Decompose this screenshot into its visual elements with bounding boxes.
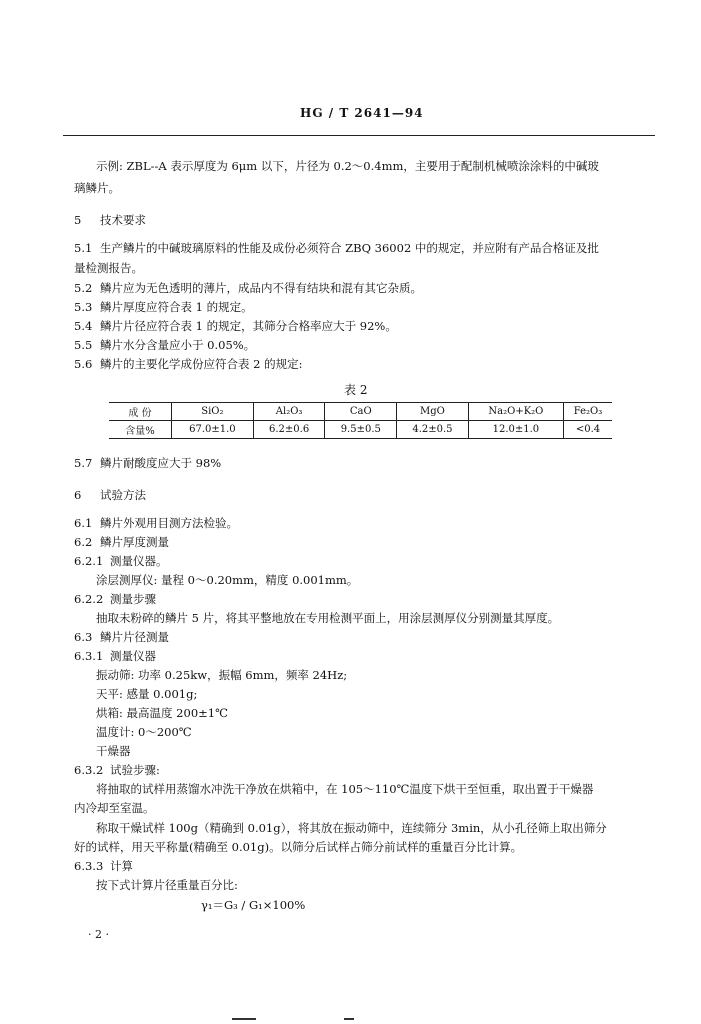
clause-text: 测量仪器。	[110, 554, 168, 568]
instrument-item: 温度计: 0～200℃	[96, 725, 192, 739]
procedure-line: 内冷却至室温。	[74, 801, 155, 815]
clause-number: 5.4	[74, 319, 93, 333]
clause-5-6	[74, 356, 303, 372]
scan-mark	[232, 1018, 256, 1020]
clause-number: 5.1	[74, 241, 93, 255]
clause-text: 鳞片耐酸度应大于 98%	[100, 456, 222, 470]
table-header-cell: 成 份	[109, 403, 172, 421]
clause-text: 鳞片外观用目测方法检验。	[100, 516, 238, 530]
clause-text: 试验步骤:	[110, 763, 160, 777]
procedure-line: 好的试样，用天平称量(精确至 0.01g)。以筛分后试样占筛分前试样的重量百分比计算。	[74, 840, 523, 854]
clause-5-3	[74, 299, 253, 315]
section-number: 6	[74, 488, 82, 502]
clause-number: 6.1	[74, 516, 93, 530]
table-2-caption: 表 2	[344, 383, 368, 397]
clause-6-3-2	[74, 762, 160, 778]
table-header-cell: Fe₂O₃	[564, 403, 613, 421]
table-cell: 9.5±0.5	[325, 421, 397, 439]
instrument-item: 振动筛: 功率 0.25kw，振幅 6mm，频率 24Hz;	[96, 668, 348, 682]
table-cell: 6.2±0.6	[253, 421, 325, 439]
clause-6-3-3-detail: 按下式计算片径重量百分比:	[96, 878, 238, 892]
clause-5-5	[74, 337, 255, 353]
table-row	[109, 421, 612, 439]
clause-6-1	[74, 515, 238, 531]
scan-mark	[344, 1018, 354, 1020]
instrument-item: 天平: 感量 0.001g;	[96, 687, 198, 701]
table-cell: 含量%	[109, 421, 172, 439]
clause-6-3-3	[74, 858, 133, 874]
clause-6-2-2-detail: 抽取未粉碎的鳞片 5 片，将其平整地放在专用检测平面上，用涂层测厚仪分别测量其厚度。	[96, 611, 560, 625]
clause-number: 5.5	[74, 338, 93, 352]
clause-number: 6.3	[74, 630, 93, 644]
table-cell: 67.0±1.0	[172, 421, 254, 439]
clause-5-4	[74, 318, 397, 334]
clause-text: 计算	[110, 859, 133, 873]
clause-number: 6.3.2	[74, 763, 104, 777]
section-title: 试验方法	[100, 488, 146, 502]
example-line-2: 璃鳞片。	[74, 181, 120, 195]
clause-text: 鳞片厚度应符合表 1 的规定。	[100, 300, 253, 314]
table-header-cell: SiO₂	[172, 403, 254, 421]
clause-number: 5.6	[74, 357, 93, 371]
clause-6-2-1-detail: 涂层测厚仪: 量程 0～0.20mm，精度 0.001mm。	[96, 573, 359, 587]
clause-5-7	[74, 455, 221, 471]
table-cell: <0.4	[564, 421, 613, 439]
section-6-heading	[74, 487, 146, 503]
clause-text: 鳞片的主要化学成份应符合表 2 的规定:	[100, 357, 303, 371]
clause-text: 鳞片片径应符合表 1 的规定，其筛分合格率应大于 92%。	[100, 319, 397, 333]
section-title: 技术要求	[100, 213, 146, 227]
procedure-line: 称取干燥试样 100g（精确到 0.01g），将其放在振动筛中，连续筛分 3min，从小孔径筛上取出筛分	[96, 821, 607, 835]
clause-5-1-cont: 量检测报告。	[74, 261, 143, 275]
example-line-1: 示例: ZBL--A 表示厚度为 6μm 以下，片径为 0.2～0.4mm，主要用于配制机械喷涂涂料的中碱玻	[96, 159, 599, 173]
clause-6-2-2	[74, 591, 156, 607]
procedure-line: 将抽取的试样用蒸馏水冲洗干净放在烘箱中，在 105～110℃温度下烘干至恒重，取出置于干燥器	[96, 782, 594, 796]
clause-text: 测量仪器	[110, 649, 156, 663]
clause-text: 鳞片片径测量	[100, 630, 169, 644]
formula: γ₁＝G₃ / G₁×100%	[201, 898, 306, 912]
table-header-cell: Al₂O₃	[253, 403, 325, 421]
clause-number: 6.3.1	[74, 649, 104, 663]
table-cell: 4.2±0.5	[397, 421, 469, 439]
clause-text: 鳞片应为无色透明的薄片，成品内不得有结块和混有其它杂质。	[100, 281, 422, 295]
table-header-cell: MgO	[397, 403, 469, 421]
clause-number: 5.7	[74, 456, 93, 470]
clause-text: 鳞片水分含量应小于 0.05%。	[100, 338, 256, 352]
header-rule	[63, 135, 655, 136]
section-number: 5	[74, 213, 82, 227]
clause-number: 6.2.1	[74, 554, 104, 568]
clause-text: 鳞片厚度测量	[100, 535, 169, 549]
page-number: · 2 ·	[88, 928, 109, 941]
instrument-item: 烘箱: 最高温度 200±1℃	[96, 706, 228, 720]
standard-code: HG / T 2641—94	[300, 106, 424, 120]
clause-number: 6.2.2	[74, 592, 104, 606]
clause-text: 生产鳞片的中碱玻璃原料的性能及成份必须符合 ZBQ 36002 中的规定，并应附有产品合格证及批	[100, 241, 599, 255]
clause-number: 5.2	[74, 281, 93, 295]
clause-6-3-1	[74, 648, 156, 664]
clause-6-3	[74, 629, 169, 645]
clause-5-1	[74, 240, 599, 256]
clause-5-2	[74, 280, 422, 296]
clause-number: 6.3.3	[74, 859, 104, 873]
clause-6-2	[74, 534, 169, 550]
table-header-cell: CaO	[325, 403, 397, 421]
clause-6-2-1	[74, 553, 168, 569]
table-header-cell: Na₂O+K₂O	[468, 403, 563, 421]
clause-number: 6.2	[74, 535, 93, 549]
section-5-heading	[74, 212, 146, 228]
clause-text: 测量步骤	[110, 592, 156, 606]
table-cell: 12.0±1.0	[468, 421, 563, 439]
table-header-row	[109, 403, 612, 421]
instrument-item: 干燥器	[96, 744, 131, 758]
clause-number: 5.3	[74, 300, 93, 314]
table-2	[109, 402, 612, 439]
